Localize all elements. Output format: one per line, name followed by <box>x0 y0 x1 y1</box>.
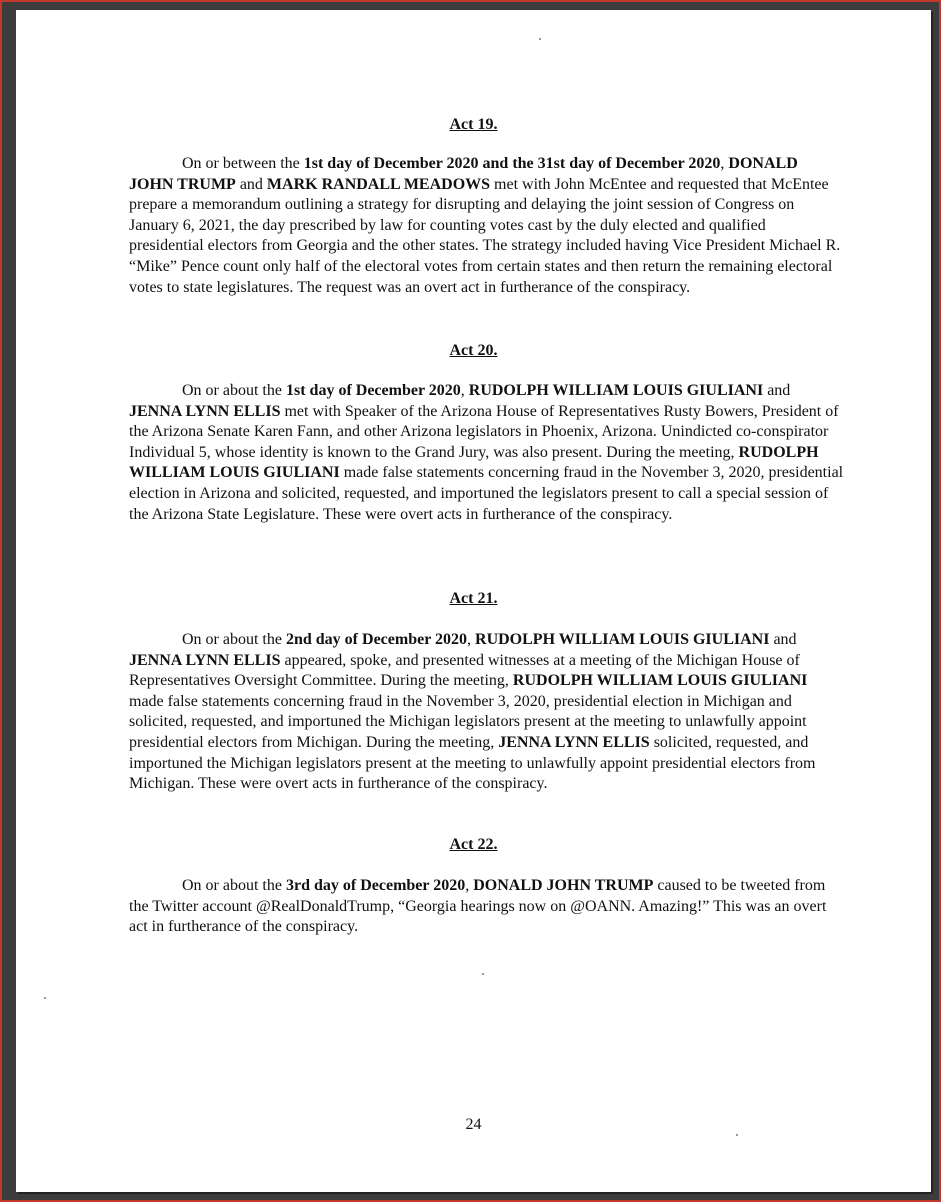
act-22-heading: Act 22. <box>449 836 498 853</box>
page-number: 24 <box>465 1116 482 1133</box>
scan-speck <box>736 1134 738 1136</box>
act-19-paragraph: On or between the 1st day of December 2020 and the 31st day of December 2020, DONALD JOHN TRUMP and MARK RANDALL MEADOWS met with John McEntee and requested that McEntee prepare a memorandum outlining a strategy for disrupting and delaying the joint session of Congress on January 6, 2021, the day prescribed by law for counting votes cast by the duly elected and qualified presidential electors from Georgia and the other states. The strategy included having Vice President Michael R. “Mike” Pence count only half of the electoral votes from certain states and then return the remaining electoral votes to state legislatures. The request was an overt act in furtherance of the conspiracy. <box>129 155 841 296</box>
scan-speck <box>482 973 484 975</box>
act-20-heading: Act 20. <box>449 342 498 359</box>
scan-speck <box>539 38 541 40</box>
document-page <box>16 10 931 1192</box>
act-21-heading: Act 21. <box>449 590 498 607</box>
act-20-paragraph: On or about the 1st day of December 2020, RUDOLPH WILLIAM LOUIS GIULIANI and JENNA LYNN ELLIS met with Speaker of the Arizona House of Representatives Rusty Bowers, President of the Arizona Senate Karen Fann, and other Arizona legislators in Phoenix, Arizona. Unindicted co-conspirator Individual 5, whose identity is known to the Grand Jury, was also present. During the meeting, RUDOLPH WILLIAM LOUIS GIULIANI made false statements concerning fraud in the November 3, 2020, presidential election in Arizona and solicited, requested, and importuned the legislators present to call a special session of the Arizona State Legislature. These were overt acts in furtherance of the conspiracy. <box>129 382 844 523</box>
act-21-paragraph: On or about the 2nd day of December 2020, RUDOLPH WILLIAM LOUIS GIULIANI and JENNA LYNN ELLIS appeared, spoke, and presented witnesses at a meeting of the Michigan House of Representatives Oversight Committee. During the meeting, RUDOLPH WILLIAM LOUIS GIULIANI made false statements concerning fraud in the November 3, 2020, presidential election in Michigan and solicited, requested, and importuned the Michigan legislators present at the meeting to unlawfully appoint presidential electors from Michigan. During the meeting, JENNA LYNN ELLIS solicited, requested, and importuned the Michigan legislators present at the meeting to unlawfully appoint presidential electors from Michigan. These were overt acts in furtherance of the conspiracy. <box>129 631 816 793</box>
scan-speck <box>44 997 46 999</box>
act-19-heading: Act 19. <box>449 116 498 133</box>
act-22-paragraph: On or about the 3rd day of December 2020, DONALD JOHN TRUMP caused to be tweeted from the Twitter account @RealDonaldTrump, “Georgia hearings now on @OANN. Amazing!” This was an overt act in furtherance of the conspiracy. <box>129 877 827 936</box>
